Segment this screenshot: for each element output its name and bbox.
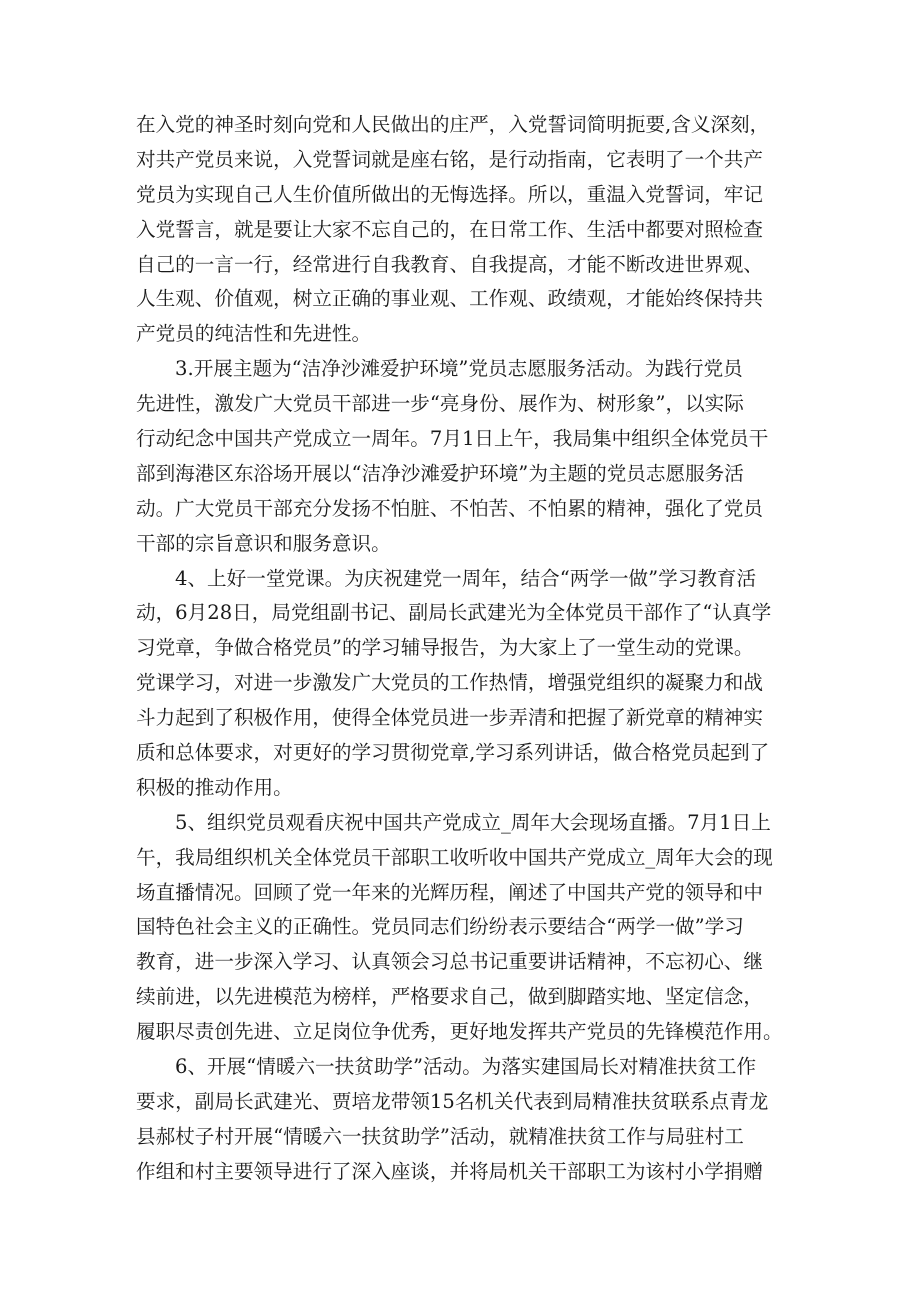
text-line: 党课学习，对进一步激发广大党员的工作热情，增强党组织的凝聚力和战 (136, 671, 763, 695)
text-line: 动，6月28日，局党组副书记、副局长武建光为全体党员干部作了“认真学 (136, 601, 772, 625)
text-line: 行动纪念中国共产党成立一周年。7月1日上午，我局集中组织全体党员干 (136, 427, 769, 451)
text-line: 动。广大党员干部充分发扬不怕脏、不怕苦、不怕累的精神，强化了党员 (136, 496, 763, 520)
text-line: 部到海港区东浴场开展以“洁净沙滩爱护环境”为主题的党员志愿服务活 (136, 461, 744, 485)
text-line: 斗力起到了积极作用，使得全体党员进一步弄清和把握了新党章的精神实 (136, 706, 763, 730)
paragraph-first-line: 6、开展“情暖六一扶贫助学”活动。为落实建国局长对精准扶贫工作 (175, 1055, 757, 1079)
text-line: 在入党的神圣时刻向党和人民做出的庄严，入党誓词简明扼要,含义深刻， (136, 113, 770, 136)
text-line: 入党誓言，就是要让大家不忘自己的，在日常工作、生活中都要对照检查 (136, 217, 763, 241)
document-body (136, 108, 792, 1190)
paragraph-first-line: 5、组织党员观看庆祝中国共产党成立_周年大会现场直播。7月1日上 (175, 810, 771, 834)
text-line: 质和总体要求，对更好的学习贯彻党章,学习系列讲话，做合格党员起到了 (136, 741, 770, 765)
text-line: 县郝杖子村开展“情暖六一扶贫助学”活动，就精准扶贫工作与局驻村工 (136, 1124, 744, 1148)
text-line: 习党章，争做合格党员”的学习辅导报告，为大家上了一堂生动的党课。 (136, 636, 754, 660)
text-line: 作组和村主要领导进行了深入座谈，并将局机关干部职工为该村小学捐赠 (136, 1159, 763, 1183)
text-line: 要求，副局长武建光、贾培龙带领15名机关代表到局精准扶贫联系点青龙 (136, 1089, 769, 1113)
text-line: 人生观、价值观，树立正确的事业观、工作观、政绩观，才能始终保持共 (136, 287, 763, 311)
text-line: 干部的宗旨意识和服务意识。 (136, 531, 391, 555)
text-line: 党员为实现自己人生价值所做出的无悔选择。所以，重温入党誓词，牢记 (136, 182, 763, 206)
paragraph-first-line: 3.开展主题为“洁净沙滩爱护环境”党员志愿服务活动。为践行党员 (175, 357, 743, 381)
text-line: 产党员的纯洁性和先进性。 (136, 322, 372, 346)
text-line: 自己的一言一行，经常进行自我教育、自我提高，才能不断改进世界观、 (136, 252, 763, 276)
text-line: 积极的推动作用。 (136, 775, 293, 799)
text-line: 先进性，激发广大党员干部进一步“亮身份、展作为、树形象”，以实际 (136, 392, 744, 416)
text-line: 续前进，以先进模范为榜样，严格要求自己，做到脚踏实地、坚定信念， (136, 985, 763, 1009)
text-line: 场直播情况。回顾了党一年来的光辉历程，阐述了中国共产党的领导和中 (136, 880, 763, 904)
text-line: 教育，进一步深入学习、认真领会习总书记重要讲话精神，不忘初心、继 (136, 950, 763, 974)
text-line: 国特色社会主义的正确性。党员同志们纷纷表示要结合“两学一做”学习 (136, 915, 744, 939)
text-line: 对共产党员来说，入党誓词就是座右铭，是行动指南，它表明了一个共产 (136, 147, 763, 171)
paragraph-first-line: 4、上好一堂党课。为庆祝建党一周年，结合“两学一做”学习教育活 (175, 566, 757, 590)
text-line: 履职尽责创先进、立足岗位争优秀，更好地发挥共产党员的先锋模范作用。 (136, 1020, 783, 1044)
text-line: 午，我局组织机关全体党员干部职工收听收中国共产党成立_周年大会的现 (136, 845, 773, 869)
